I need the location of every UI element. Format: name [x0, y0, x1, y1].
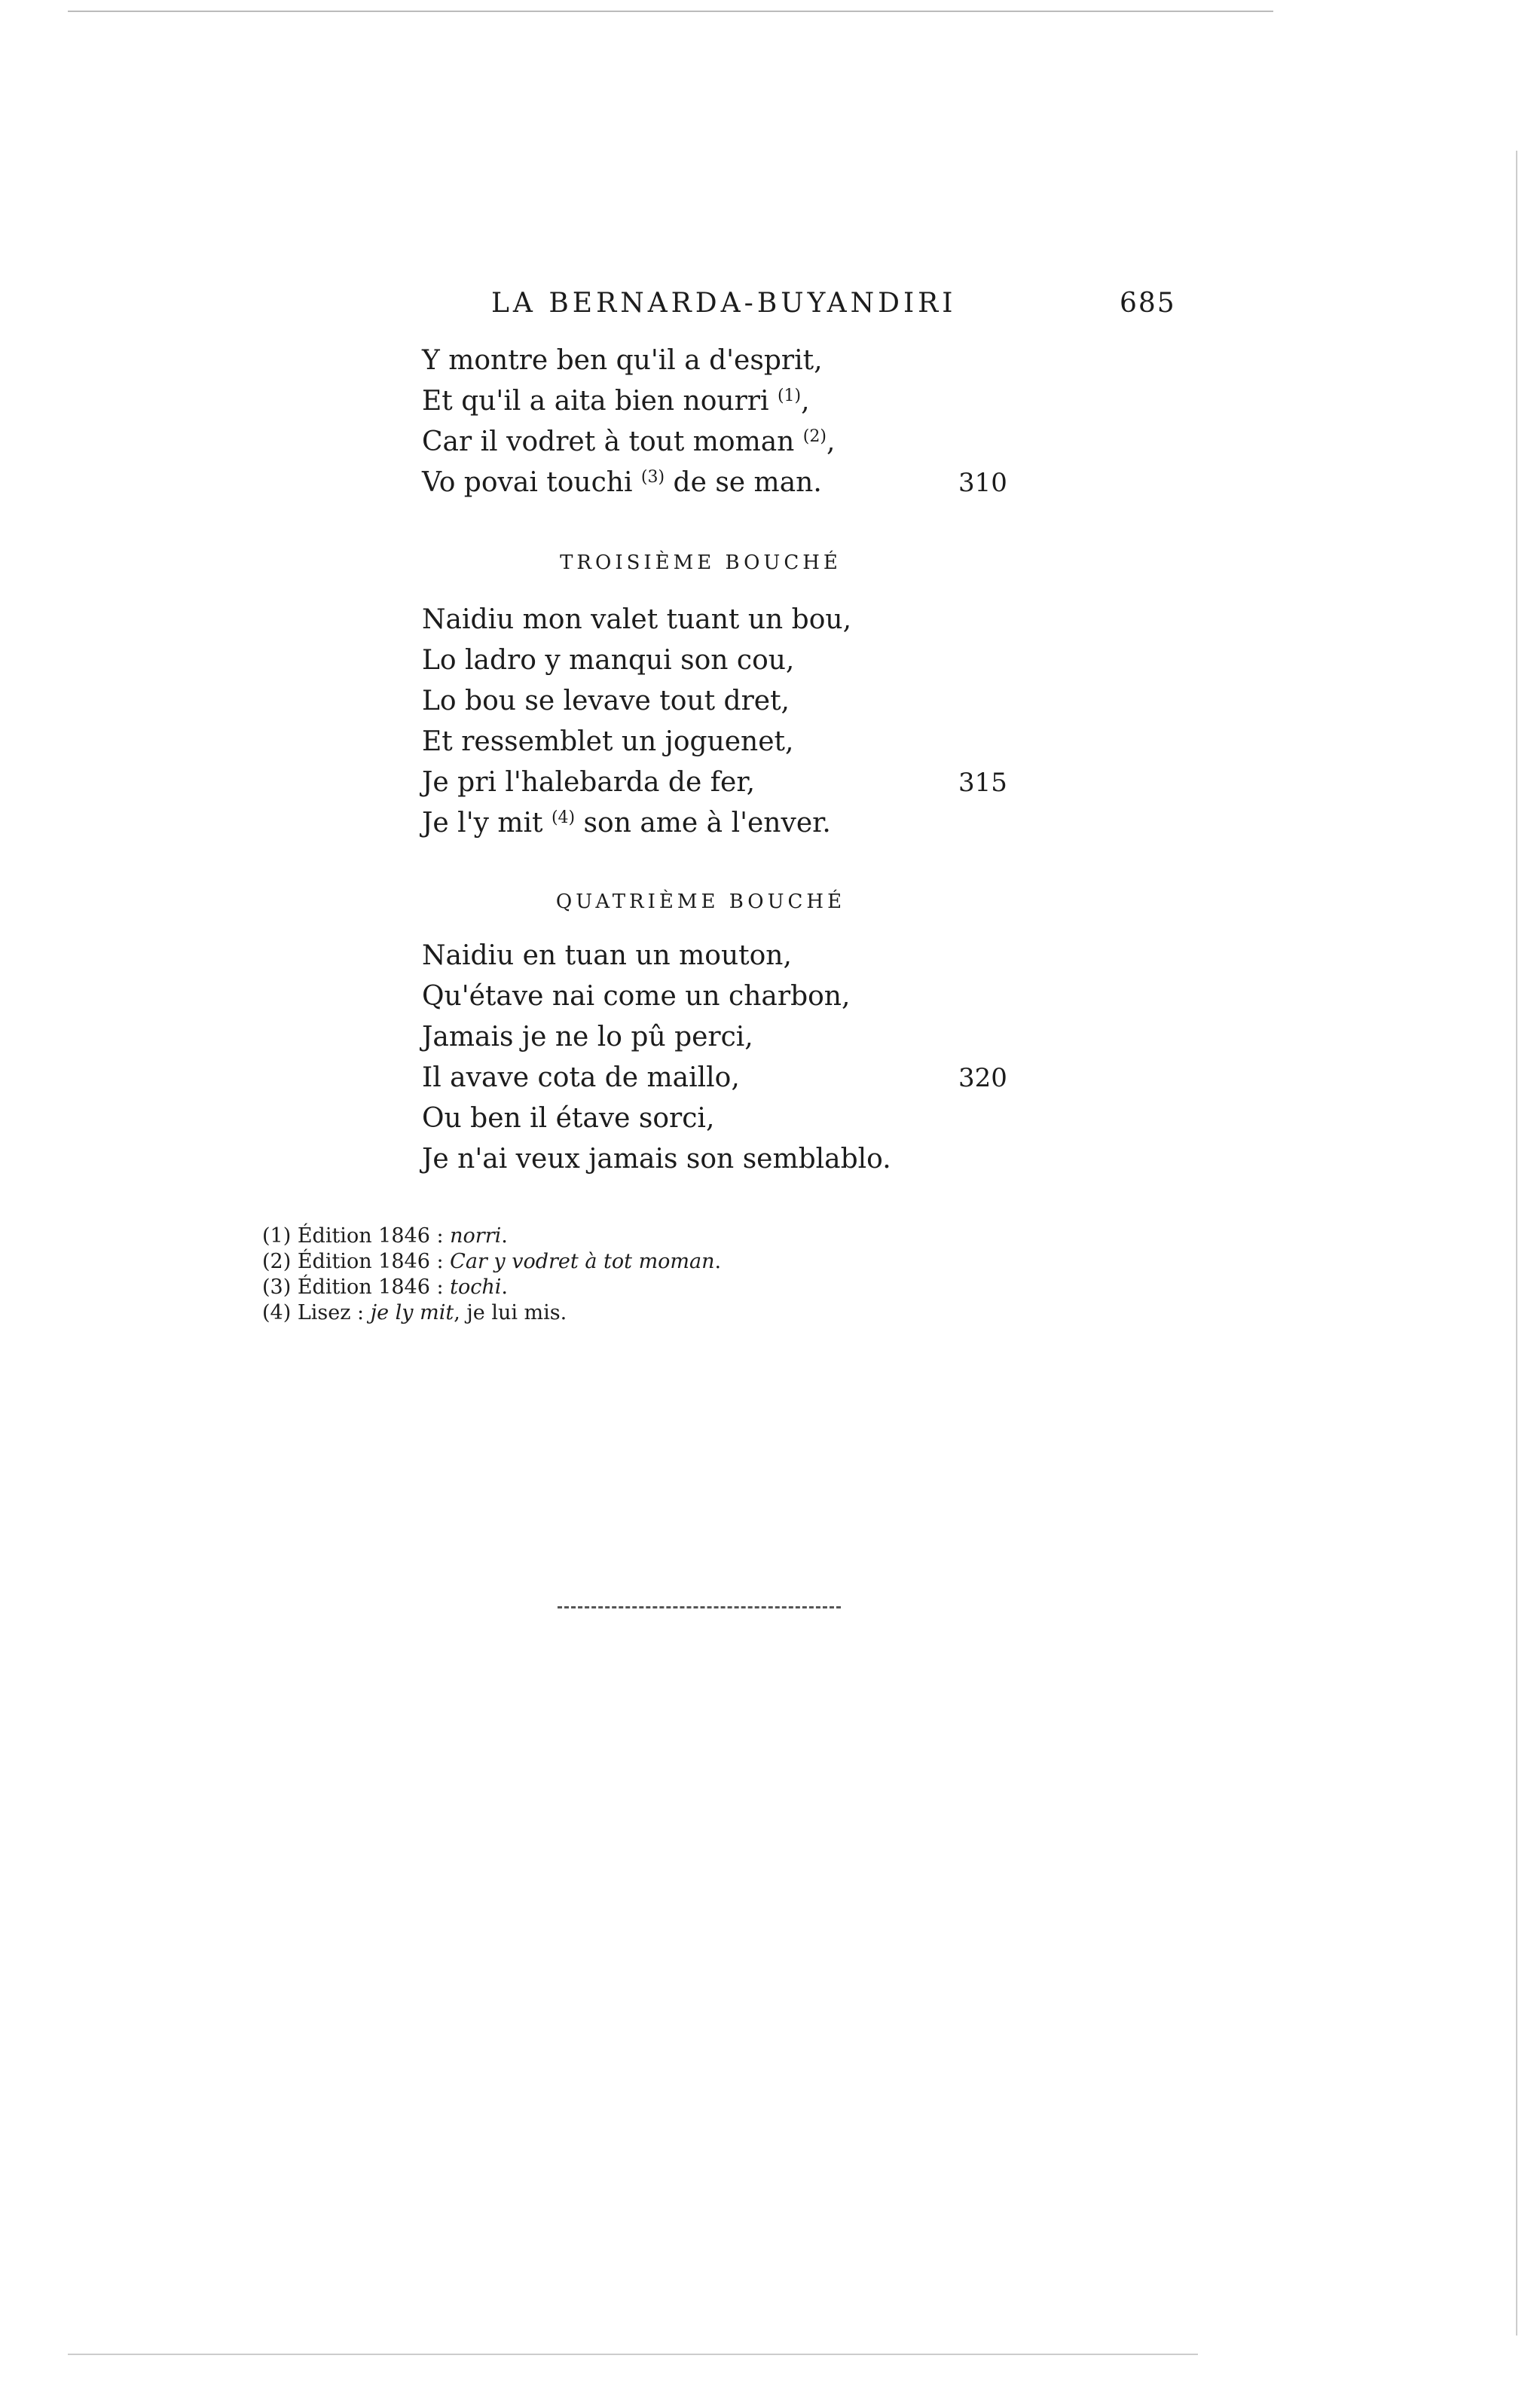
verse-line: Et ressemblet un joguenet,: [422, 726, 794, 757]
footnote: (4) Lisez : je ly mit, je lui mis.: [262, 1301, 567, 1324]
footnote: (1) Édition 1846 : norri.: [262, 1224, 508, 1248]
footnote: (3) Édition 1846 : tochi.: [262, 1275, 509, 1299]
line-number: 310: [958, 468, 1007, 498]
running-title: LA BERNARDA-BUYANDIRI: [491, 288, 957, 319]
footnote-ref: (1): [777, 386, 802, 405]
verse-line: Je pri l'halebarda de fer, 315: [422, 762, 1025, 803]
verse-line: Qu'étave nai come un charbon,: [422, 981, 851, 1012]
verse-line: Je l'y mit $^{(4)}$ son ame à l'enver.: [422, 808, 831, 839]
line-number: 315: [958, 768, 1007, 798]
page-number: 685: [1120, 288, 1176, 319]
verse-line: Car il vodret à tout moman $^{(2)}$,: [422, 426, 836, 457]
verse-line: Naidiu mon valet tuant un bou,: [422, 604, 852, 635]
stanza-3: [422, 936, 1025, 1180]
verse-line: Naidiu en tuan un mouton,: [422, 940, 792, 971]
verse-line: Je n'ai veux jamais son semblablo.: [422, 1144, 891, 1175]
top-edge-line: [68, 11, 1273, 12]
stanza-2: [422, 600, 1025, 844]
section-heading-quatrieme: QUATRIÈME BOUCHÉ: [555, 891, 846, 913]
verse-line: Lo ladro y manqui son cou,: [422, 645, 795, 676]
verse-line: Jamais je ne lo pû perci,: [422, 1022, 753, 1052]
right-edge-line: [1516, 151, 1517, 2335]
footnote-ref: (3): [640, 468, 665, 487]
end-rule: [558, 1606, 841, 1608]
verse-line: Ou ben il étave sorci,: [422, 1103, 715, 1134]
verse-line: Il avave cota de maillo, 320: [422, 1058, 1025, 1098]
verse-line: Lo bou se levave tout dret,: [422, 686, 790, 716]
verse-line: Vo povai touchi $^{(3)}$ de se man. 310: [422, 463, 1025, 503]
line-number: 320: [958, 1063, 1007, 1093]
bottom-edge-line: [68, 2354, 1198, 2355]
verse-line: Y montre ben qu'il a d'esprit,: [422, 345, 823, 376]
verse-line: Et qu'il a aita bien nourri $^{(1)}$,: [422, 386, 810, 417]
stanza-1: [422, 341, 1025, 503]
footnote: (2) Édition 1846 : Car y vodret à tot moman.: [262, 1250, 722, 1273]
footnote-ref: (2): [802, 427, 827, 446]
footnotes: [262, 1223, 940, 1326]
section-heading-troisieme: TROISIÈME BOUCHÉ: [560, 551, 842, 574]
footnote-ref: (4): [551, 808, 576, 827]
